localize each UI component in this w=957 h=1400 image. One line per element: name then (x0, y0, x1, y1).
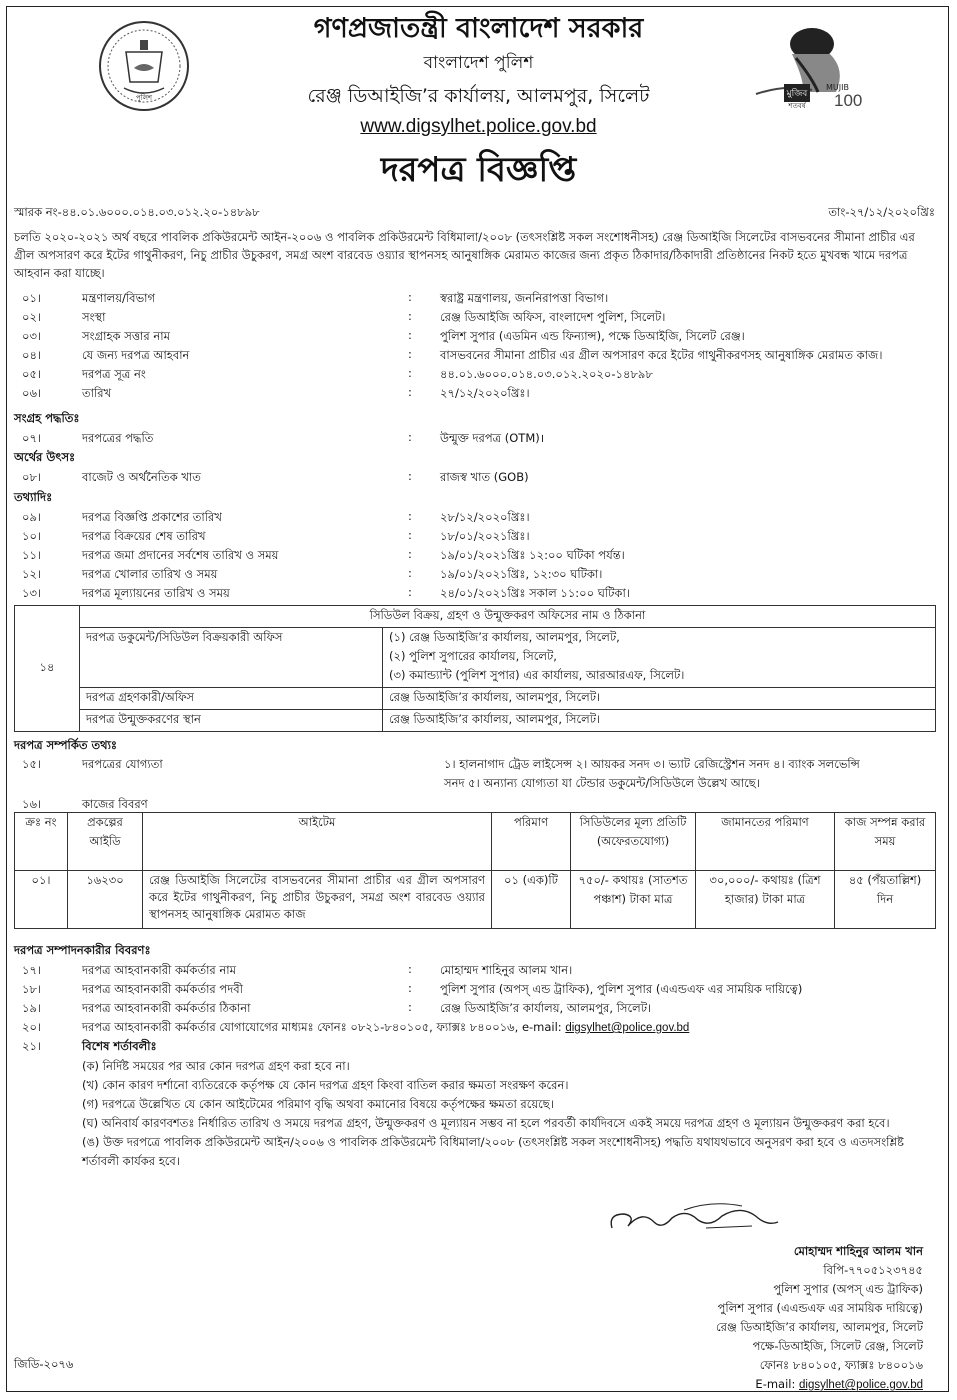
item-num: ০৩। (22, 329, 42, 343)
item-label: দরপত্র খোলার তারিখ ও সময় (82, 567, 218, 581)
item-num: ০৭। (22, 431, 42, 445)
conditions-list (82, 1057, 928, 1171)
item-num: ০১। (22, 291, 42, 305)
footer-code: জিডি-২০৭৬ (14, 1357, 74, 1371)
item-row (14, 309, 932, 328)
mujib-en-text: MUJIB (826, 83, 849, 92)
emblem-text: পুলিশ (135, 94, 153, 102)
signatory-email-link[interactable]: digsylhet@police.gov.bd (799, 1379, 923, 1391)
work-header-cell: ক্রঃ নং (15, 813, 68, 871)
receive-office-label: দরপত্র গ্রহণকারী/অফিস (80, 688, 383, 710)
item-label: বিশেষ শর্তাবলীঃ (82, 1039, 157, 1053)
item-label: দরপত্র বিজ্ঞপ্তি প্রকাশের তারিখ (82, 510, 222, 524)
signatory-phone: ফোনঃ ৮৪০১০৫, ফ্যাক্সঃ ৮৪০০১৬ (759, 1358, 923, 1372)
work-time: ৪৫ (পঁয়তাল্লিশ) দিন (835, 871, 936, 929)
item-colon: : (408, 566, 412, 580)
item-row (14, 528, 932, 547)
item-label: মন্ত্রণালয়/বিভাগ (82, 291, 156, 305)
signatory-email-label: E-mail: (755, 1377, 796, 1391)
signatory-on-behalf: পক্ষে-ডিআইজি, সিলেট রেঞ্জ, সিলেট (752, 1339, 923, 1353)
work-security: ৩০,০০০/- কথায়ঃ (ত্রিশ হাজার) টাকা মাত্র (696, 871, 835, 929)
sale-office-label: দরপত্র ডকুমেন্ট/সিডিউল বিক্রয়কারী অফিস (80, 628, 383, 688)
item-value: ৪৪.০১.৬০০০.০১৪.০৩.০১২.২০২০-১৪৮৯৮ (440, 367, 653, 381)
item-colon: : (408, 290, 412, 304)
item-num: ০৯। (22, 510, 42, 524)
office-name: রেঞ্জ ডিআইজি’র কার্যালয়, আলমপুর, সিলেট (307, 85, 650, 107)
item-num: ১০। (22, 529, 42, 543)
item-label: দরপত্র আহবানকারী কর্মকর্তার ঠিকানা (82, 1001, 251, 1015)
item-colon: : (408, 528, 412, 542)
contact-email-link[interactable]: digsylhet@police.gov.bd (565, 1022, 690, 1034)
item-value: পুলিশ সুপার (এডমিন এন্ড ফিন্যান্স), পক্ষে ডিআইজি, সিলেট রেঞ্জ। (440, 329, 745, 343)
item-value: ২৪/০১/২০২১খ্রিঃ সকাল ১১:০০ ঘটিকা। (440, 586, 630, 600)
item-num: ০৮। (22, 470, 42, 484)
item-value: ১৮/০১/২০২১খ্রিঃ। (440, 529, 530, 543)
item-colon: : (408, 385, 412, 399)
work-header-cell: পরিমাণ (492, 813, 571, 871)
item-colon: : (408, 309, 412, 323)
item-label: সংস্থা (82, 310, 106, 324)
item-colon: : (408, 366, 412, 380)
item-value: রেঞ্জ ডিআইজি অফিস, বাংলাদেশ পুলিশ, সিলেট। (440, 310, 666, 324)
signatory-bp: বিপি-৭৭০৫১২৩৭৪৫ (823, 1263, 923, 1277)
section-info: তথ্যাদিঃ (14, 490, 53, 504)
item-label: দরপত্র মূল্যায়নের তারিখ ও সময় (82, 586, 230, 600)
item-row (14, 981, 932, 1000)
item-num: ১৫। (22, 757, 42, 771)
office-table-num: ১৪ (15, 606, 80, 732)
item-row (14, 347, 932, 366)
office-table-head: সিডিউল বিক্রয়, গ্রহণ ও উন্মুক্তকরণ অফিসের নাম ও ঠিকানা (80, 606, 936, 628)
item-num: ০৪। (22, 348, 42, 362)
item-row (14, 430, 932, 449)
item-value: রেঞ্জ ডিআইজি’র কার্যালয়, আলমপুর, সিলেট। (440, 1001, 652, 1015)
signature-scribble-icon (602, 1200, 782, 1240)
item-num: ১৬। (22, 797, 42, 811)
item-value: ২৮/১২/২০২০খ্রিঃ। (440, 510, 530, 524)
signatory-office: রেঞ্জ ডিআইজি’র কার্যালয়, আলমপুর, সিলেট (716, 1320, 923, 1334)
condition-item: (ঘ) অনিবার্য কারণবশতঃ নির্ধারিত তারিখ ও সময়ে দরপত্র গ্রহণ, উন্মুক্তকরণ ও মূল্যায়ন সম্ভব না হলে পরবর্তী কার্যদিবসে একই সময়ে দরপত্র গ্রহণ ও মূল্যায়ন উন্মুক্তকরণ করা হবে। (82, 1116, 890, 1130)
item-label: দরপত্রের যোগ্যতা (82, 757, 163, 771)
open-place-label: দরপত্র উন্মুক্তকরণের স্থান (80, 710, 383, 732)
item-value: রাজস্ব খাত (GOB) (440, 470, 529, 484)
item-colon: : (408, 962, 412, 976)
condition-item: (ক) নির্দিষ্ট সময়ের পর আর কোন দরপত্র গ্রহণ করা হবে না। (82, 1059, 350, 1073)
item-colon: : (408, 509, 412, 523)
item-num: ১৭। (22, 963, 42, 977)
item-value: ১৯/০১/২০২১খ্রিঃ, ১২:৩০ ঘটিকা। (440, 567, 603, 581)
work-header-cell: জামানতের পরিমাণ (696, 813, 835, 871)
table-row (15, 871, 936, 929)
item-row (14, 585, 932, 604)
item-num: ১১। (22, 548, 42, 562)
section-fund: অর্থের উৎসঃ (14, 450, 76, 464)
mujib-sub-text: শতবর্ষ (788, 102, 806, 110)
item-label: বাজেট ও অর্থনৈতিক খাত (82, 470, 201, 484)
item-label: দরপত্র আহবানকারী কর্মকর্তার পদবী (82, 982, 243, 996)
mujib-num-text: 100 (834, 91, 863, 110)
work-price: ৭৫০/- কথায়ঃ (সাতশত পঞ্চাশ) টাকা মাত্র (571, 871, 696, 929)
sale-office-list (383, 628, 936, 688)
item-num: ১৯। (22, 1001, 42, 1015)
item-value: ২৭/১২/২০২০খ্রিঃ। (440, 386, 530, 400)
work-sl: ০১। (15, 871, 68, 929)
intro-paragraph: চলতি ২০২০-২০২১ অর্থ বছরে পাবলিক প্রকিউরমেন্ট আইন-২০০৬ ও পাবলিক প্রকিউরমেন্ট বিধিমালা/২০০৮ (তৎসংশ্লিষ্ট সকল সংশোধনীসহ) রেঞ্জ ডিআইজি সিলেটের বাসভবনের সীমানা প্রাচীর এর গ্রীল অপসারণ করে ইটের গাথুনীকরণ, নিচু প্রাচীর উচুকরণ, সমগ্র অংশ বারবেড ওয়্যার স্থাপনসহ আনুষাঙ্গিক মেরামত কাজের জন্য প্রকৃত ঠিকাদার/ঠিকাদারী প্রতিষ্ঠানের নিকট হতে মুখবন্ধ খামে দরপত্র আহবান করা যাচ্ছে। (14, 230, 915, 280)
memo-ref: স্মারক নং-৪৪.০১.৬০০০.০১৪.০৩.০১২.২০-১৪৮৯৮ (14, 205, 260, 219)
item-value: পুলিশ সুপার (অপস্ এন্ড ট্রাফিক), পুলিশ সুপার (এএন্ডএফ এর সাময়িক দায়িত্বে) (440, 982, 803, 996)
work-header-cell: আইটেম (143, 813, 492, 871)
signatory-name: মোহাম্মদ শাহিনুর আলম খান (793, 1244, 923, 1258)
item-num: ২১। (22, 1039, 42, 1053)
contact-text: দরপত্র আহবানকারী কর্মকর্তার যোগাযোগের মাধ্যমঃ ফোনঃ ০৮২১-৮৪০১০৫, ফ্যাক্সঃ ৮৪০০১৬, e-mail: (82, 1020, 562, 1034)
office-table (14, 605, 936, 732)
section-executive: দরপত্র সম্পাদনকারীর বিবরণঃ (14, 943, 151, 957)
signatory-desig-2: পুলিশ সুপার (এএন্ডএফ এর সাময়িক দায়িত্বে) (717, 1301, 923, 1315)
item-label: কাজের বিবরণ (82, 797, 148, 811)
signatory-desig-1: পুলিশ সুপার (অপস্ এন্ড ট্রাফিক) (773, 1282, 923, 1296)
signature-block (716, 1242, 923, 1395)
item-label: দরপত্র জমা প্রদানের সর্বশেষ তারিখ ও সময় (82, 548, 279, 562)
condition-item: (খ) কোন কারণ দর্শানো ব্যতিরেকে কর্তৃপক্ষ যে কোন দরপত্র গ্রহণ কিংবা বাতিল করার ক্ষমতা সংরক্ষণ করেন। (82, 1078, 569, 1092)
item-num: ০২। (22, 310, 42, 324)
item-label: তারিখ (82, 386, 112, 400)
govt-title: গণপ্রজাতন্ত্রী বাংলাদেশ সরকার (313, 13, 644, 44)
work-table (14, 812, 936, 929)
item-label: দরপত্রের পদ্ধতি (82, 431, 154, 445)
work-header-cell: সিডিউলের মূল্য প্রতিটি (অফেরতযোগ্য) (571, 813, 696, 871)
item-num: ২০। (22, 1020, 42, 1034)
item-value: বাসভবনের সীমানা প্রাচীর এর গ্রীল অপসারণ করে ইটের গাথুনীকরণসহ আনুষাঙ্গিক মেরামত কাজ। (440, 348, 883, 362)
item-colon: : (408, 547, 412, 561)
item-row (14, 1019, 932, 1038)
item-colon: : (408, 328, 412, 342)
eligibility-line-1: ১। হালনাগাদ ট্রেড লাইসেন্স ২। আয়কর সনদ ৩। ভ্যাট রেজিস্ট্রেশন সনদ ৪। ব্যাংক সলভেন্সি (444, 757, 860, 771)
item-row (14, 366, 932, 385)
item-row (14, 509, 932, 528)
item-num: ১৮। (22, 982, 42, 996)
work-header-cell: কাজ সম্পন্ন করার সময় (835, 813, 936, 871)
item-value: উন্মুক্ত দরপত্র (OTM)। (440, 431, 545, 445)
item-colon: : (408, 1000, 412, 1014)
work-item: রেঞ্জ ডিআইজি সিলেটের বাসভবনের সীমানা প্রাচীর এর গ্রীল অপসারণ করে ইটের গাথুনীকরণ, নিচু প্রাচীর উচুকরণ, সমগ্র অংশ বারবেড ওয়্যার স্থাপনসহ আনুষাঙ্গিক মেরামত কাজ (143, 871, 492, 929)
receive-office-value: রেঞ্জ ডিআইজি’র কার্যালয়, আলমপুর, সিলেট। (383, 688, 936, 710)
condition-item: (ঙ) উক্ত দরপত্রে পাবলিক প্রকিউরমেন্ট আইন/২০০৬ ও পাবলিক প্রকিউরমেন্ট বিধিমালা/২০০৮ (তৎসংশ্লিষ্ট সকল সংশোধনীসহ) পদ্ধতি যথাযথভাবে অনুসরণ করা হবে ও এতদসংশ্লিষ্ট শর্তাবলী কার্যকর হবে। (82, 1135, 904, 1168)
contact-line (82, 1019, 689, 1038)
item-colon: : (408, 430, 412, 444)
memo-date: তাং-২৭/১২/২০২০খ্রিঃ (828, 205, 935, 219)
item-colon: : (408, 585, 412, 599)
open-place-value: রেঞ্জ ডিআইজি’র কার্যালয়, আলমপুর, সিলেট। (383, 710, 936, 732)
item-row (14, 756, 932, 794)
website-link[interactable]: www.digsylhet.police.gov.bd (360, 116, 597, 137)
item-value: ১৯/০১/২০২১খ্রিঃ ১২:০০ ঘটিকা পর্যন্ত। (440, 548, 625, 562)
work-id: ১৬২৩০ (68, 871, 143, 929)
work-header-cell: প্রকল্পের আইডি (68, 813, 143, 871)
sale-office-2: (২) পুলিশ সুপারের কার্যালয়, সিলেট, (389, 649, 557, 663)
section-related: দরপত্র সম্পর্কিত তথ্যঃ (14, 738, 118, 752)
item-row (14, 1000, 932, 1019)
item-colon: : (408, 981, 412, 995)
item-value: মোহাম্মদ শাহিনুর আলম খান। (440, 963, 573, 977)
item-row (14, 1038, 932, 1057)
dept-name: বাংলাদেশ পুলিশ (423, 53, 534, 73)
condition-item: (গ) দরপত্রে উল্লেখিত যে কোন আইটেমের পরিমাণ বৃদ্ধি অথবা কমানোর বিষয়ে কর্তৃপক্ষের ক্ষমতা রয়েছে। (82, 1097, 554, 1111)
item-label: সংগ্রাহক সত্তার নাম (82, 329, 170, 343)
notice-title: দরপত্র বিজ্ঞপ্তি (380, 150, 577, 190)
sale-office-3: (৩) কমান্ড্যান্ট (পুলিশ সুপার) এর কার্যালয়, আরআরএফ, সিলেট। (389, 668, 685, 682)
section-procurement: সংগ্রহ পদ্ধতিঃ (14, 411, 80, 425)
mujib-bn-text: মুজিব (786, 89, 808, 99)
item-label: যে জন্য দরপত্র আহবান (82, 348, 190, 362)
item-colon: : (408, 469, 412, 483)
item-row (14, 290, 932, 309)
item-row (14, 547, 932, 566)
work-qty: ০১ (এক)টি (492, 871, 571, 929)
item-row (14, 566, 932, 585)
sale-office-1: (১) রেঞ্জ ডিআইজি’র কার্যালয়, আলমপুর, সিলেট, (389, 630, 620, 644)
signatory-email-line (716, 1375, 923, 1395)
item-colon: : (408, 347, 412, 361)
work-table-header-row (15, 813, 936, 871)
item-value: স্বরাষ্ট্র মন্ত্রণালয়, জননিরাপত্তা বিভাগ। (440, 291, 609, 305)
item-label: দরপত্র আহবানকারী কর্মকর্তার নাম (82, 963, 236, 977)
item-row (14, 962, 932, 981)
item-row (14, 385, 932, 404)
item-label: দরপত্র বিক্রয়ের শেষ তারিখ (82, 529, 206, 543)
item-num: ০৬। (22, 386, 42, 400)
item-row (14, 469, 932, 488)
eligibility-line-2: সনদ ৫। অন্যান্য যোগ্যতা যা টেন্ডার ডকুমেন্ট/সিডিউলে উল্লেখ আছে। (444, 776, 760, 790)
item-num: ১৩। (22, 586, 42, 600)
item-num: ১২। (22, 567, 42, 581)
item-num: ০৫। (22, 367, 42, 381)
item-label: দরপত্র সূত্র নং (82, 367, 146, 381)
item-row (14, 328, 932, 347)
